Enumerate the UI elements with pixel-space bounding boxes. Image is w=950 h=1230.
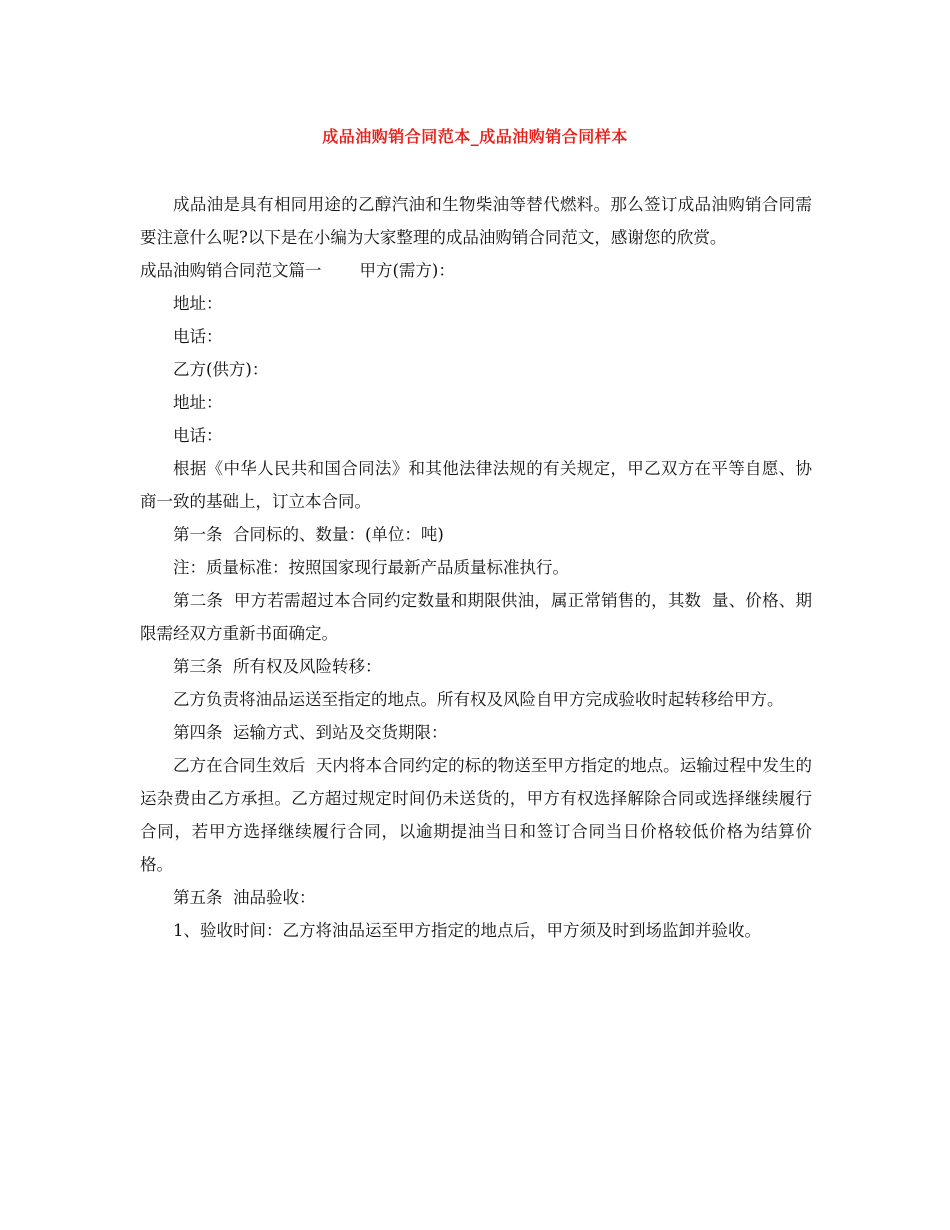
article-3-body: 乙方负责将油品运送至指定的地点。所有权及风险自甲方完成验收时起转移给甲方。 <box>173 690 784 709</box>
article-4-body: 乙方在合同生效后 天内将本合同约定的标的物送至甲方指定的地点。运输过程中发生的运杂费由乙方承担。乙方超过规定时间仍未送货的，甲方有权选择解除合同或选择继续履行合同，若甲方选择继续履行合同，以逾期提油当日和签订合同当日价格较低价格为结算价格。 <box>140 756 812 874</box>
article-1-title: 第一条 合同标的、数量：(单位：吨) <box>173 525 444 544</box>
article-2: 第二条 甲方若需超过本合同约定数量和期限供油，属正常销售的，其数 量、价格、期限需经双方重新书面确定。 <box>140 591 812 643</box>
article-4-title: 第四条 运输方式、到站及交货期限： <box>173 723 448 742</box>
party-b-phone: 电话： <box>173 426 223 445</box>
article-3-title: 第三条 所有权及风险转移： <box>173 657 382 676</box>
document-title: 成品油购销合同范本_成品油购销合同样本 <box>322 127 628 146</box>
intro-paragraph: 成品油是具有相同用途的乙醇汽油和生物柴油等替代燃料。那么签订成品油购销合同需要注意什么呢?以下是在小编为大家整理的成品油购销合同范文，感谢您的欣赏。 <box>140 195 812 247</box>
party-a-phone: 电话： <box>173 327 223 346</box>
preamble-paragraph: 根据《中华人民共和国合同法》和其他法律法规的有关规定，甲乙双方在平等自愿、协商一致的基础上，订立本合同。 <box>140 459 812 511</box>
party-b-address: 地址： <box>173 393 223 412</box>
party-a-address: 地址： <box>173 294 223 313</box>
party-a-label: 甲方(需方)： <box>359 261 455 280</box>
article-5-item-1: 1、验收时间：乙方将油品运至甲方指定的地点后，甲方须及时到场监卸并验收。 <box>173 921 761 940</box>
section-heading-line <box>140 254 812 287</box>
document-body <box>140 188 812 947</box>
article-5-title: 第五条 油品验收： <box>173 888 316 907</box>
party-b-label: 乙方(供方)： <box>173 360 269 379</box>
article-1-note: 注：质量标准：按照国家现行最新产品质量标准执行。 <box>173 558 569 577</box>
section-heading: 成品油购销合同范文篇一 <box>140 261 322 280</box>
